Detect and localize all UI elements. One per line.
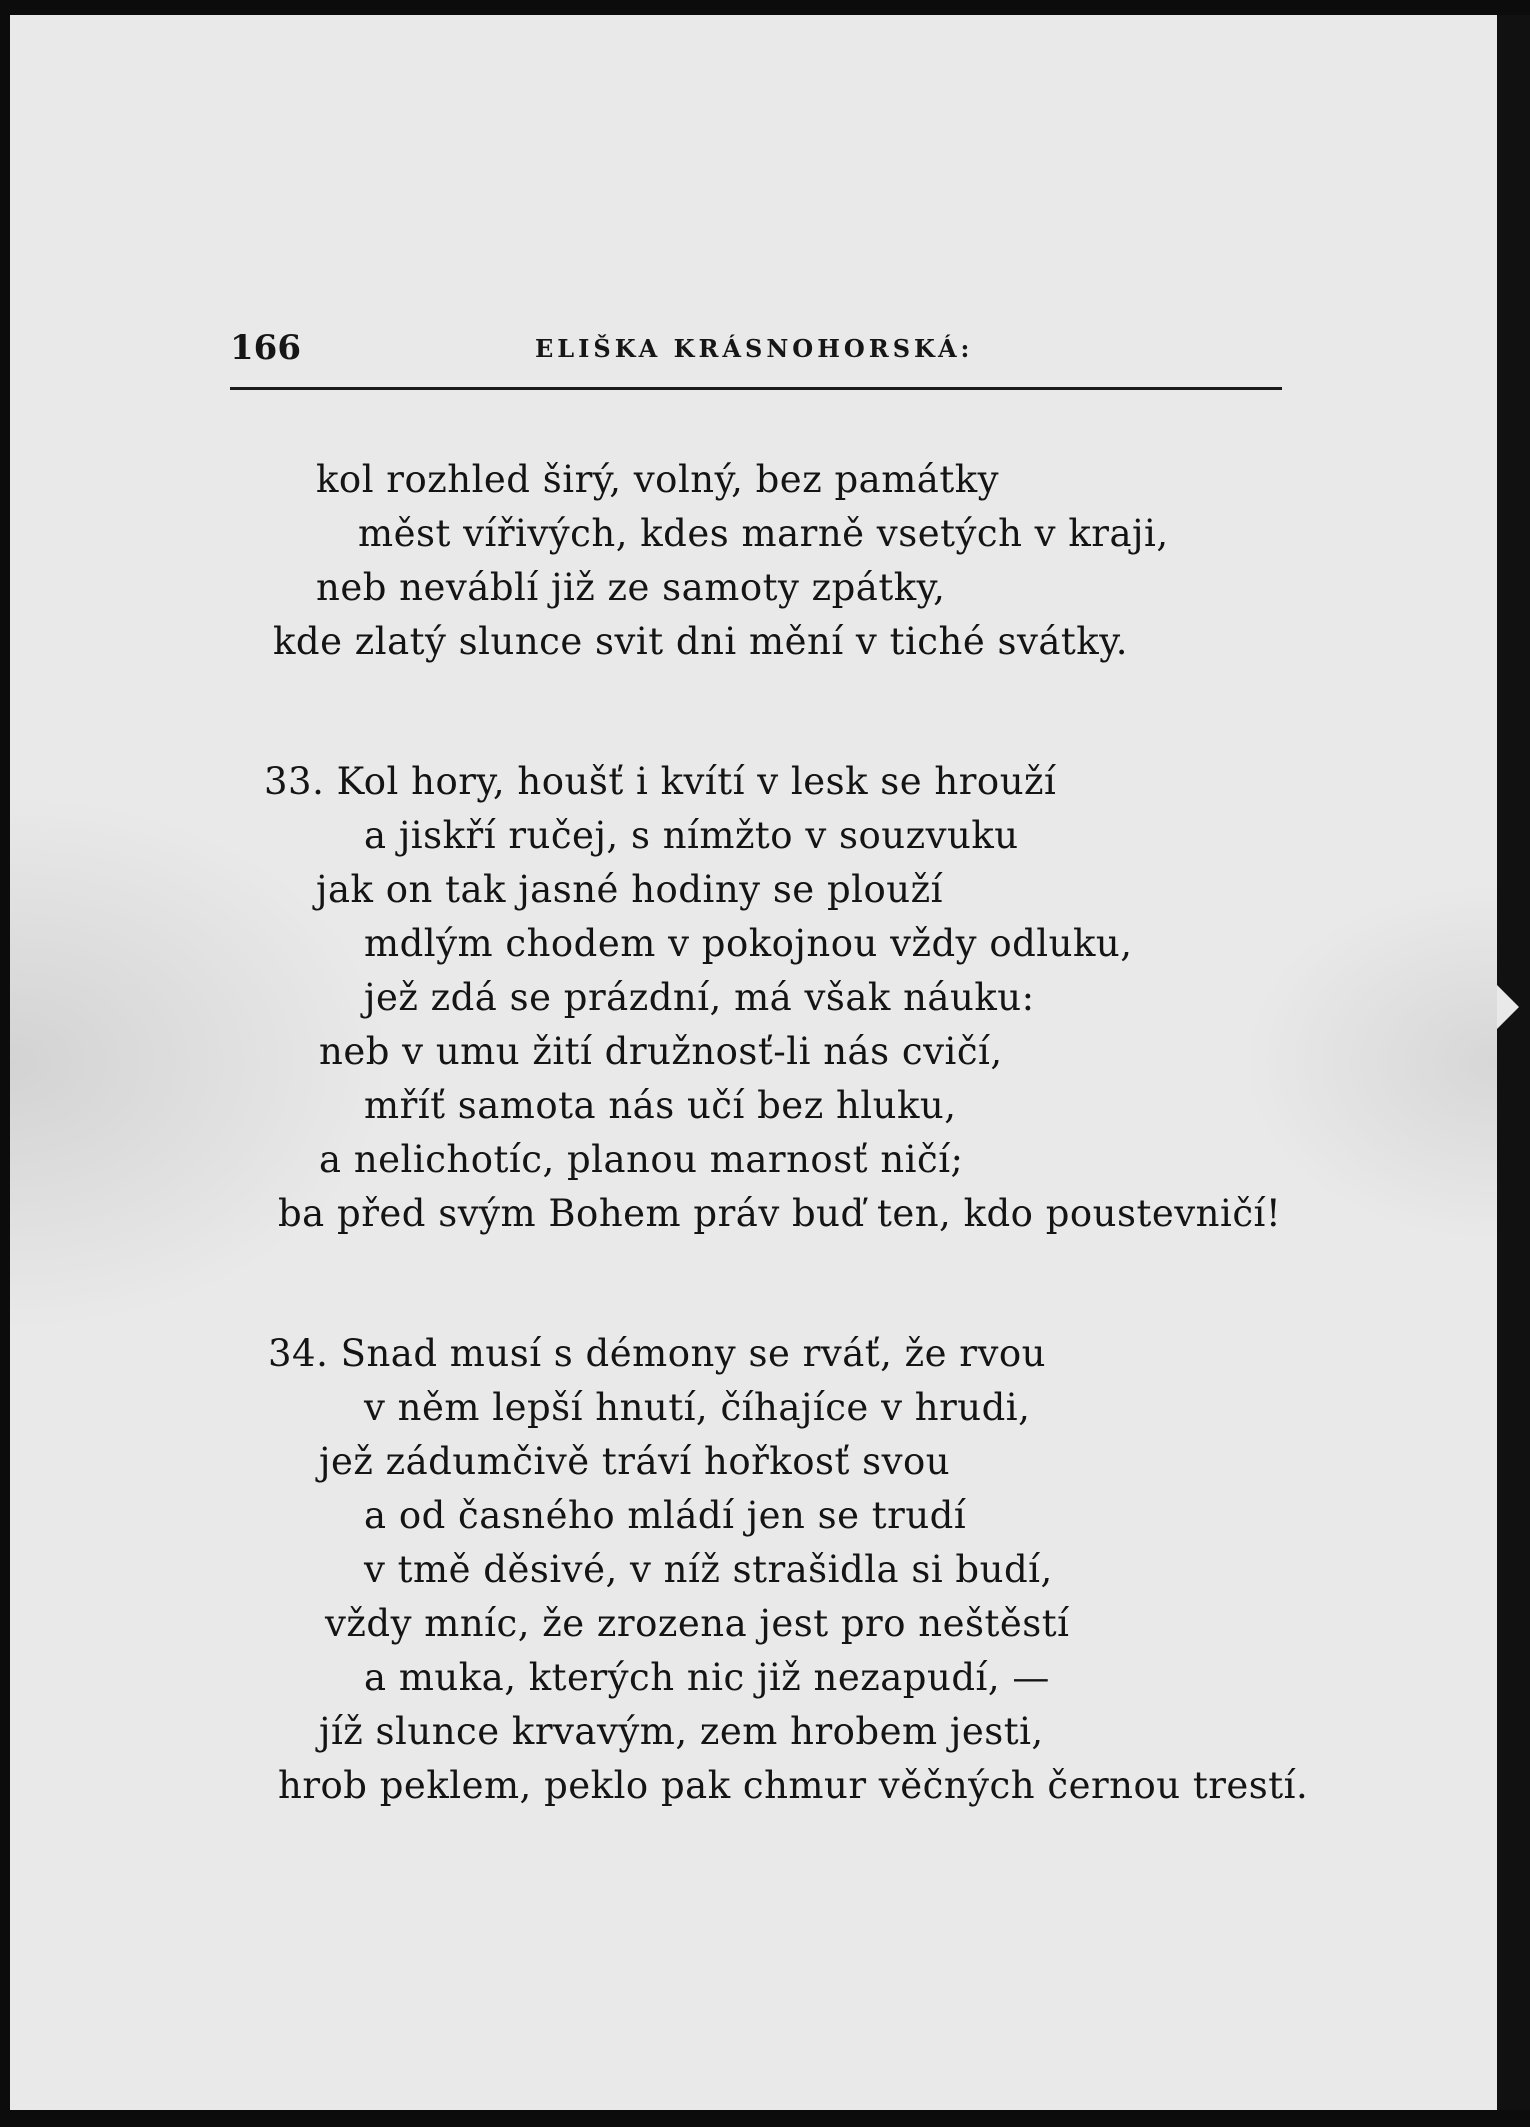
poem-line: mdlým chodem v pokojnou vždy odluku, [364,922,1133,965]
poem-line: 33. Kol hory, houšť i kvítí v lesk se hrouží [264,760,1057,803]
poem-line: hrob peklem, peklo pak chmur věčných černou trestí. [278,1764,1309,1807]
poem-line: a nelichotíc, planou marnosť ničí; [319,1138,964,1181]
running-head [230,328,1282,368]
poem-line: neb v umu žití družnosť-li nás cvičí, [319,1030,1003,1073]
poem-line: a muka, kterých nic již nezapudí, — [364,1656,1050,1699]
poem-line: ba před svým Bohem práv buď ten, kdo poustevničí! [278,1192,1282,1235]
poem-line: jež zdá se prázdní, má však náuku: [364,976,1035,1019]
poem-line: a jiskří ručej, s nímžto v souzvuku [364,814,1019,857]
page-number: 166 [230,328,301,368]
header-rule [230,387,1282,390]
poem-line: jež zádumčivě tráví hořkosť svou [319,1440,951,1483]
poem-line: neb neváblí již ze samoty zpátky, [316,566,946,609]
poem-line: a od časného mládí jen se trudí [364,1494,967,1537]
page-edge-shadow [1497,15,1530,2110]
poem-line: vždy mníc, že zrozena jest pro neštěstí [325,1602,1070,1645]
poem-line: měst vířivých, kdes marně vsetých v kraji, [358,512,1169,555]
page-edge-notch [1497,985,1519,1029]
poem-line: kde zlatý slunce svit dni mění v tiché svátky. [273,620,1128,663]
poem-line: jak on tak jasné hodiny se plouží [316,868,943,911]
poem-line: v tmě děsivé, v níž strašidla si budí, [364,1548,1053,1591]
poem-line: kol rozhled širý, volný, bez památky [316,458,1000,501]
poem-line: v něm lepší hnutí, číhajíce v hrudi, [364,1386,1031,1429]
poem-line: 34. Snad musí s démony se rváť, že rvou [268,1332,1046,1375]
poem-line: jíž slunce krvavým, zem hrobem jesti, [319,1710,1044,1753]
running-title: ELIŠKA KRÁSNOHORSKÁ: [535,334,974,363]
poem-line: mříť samota nás učí bez hluku, [364,1084,957,1127]
